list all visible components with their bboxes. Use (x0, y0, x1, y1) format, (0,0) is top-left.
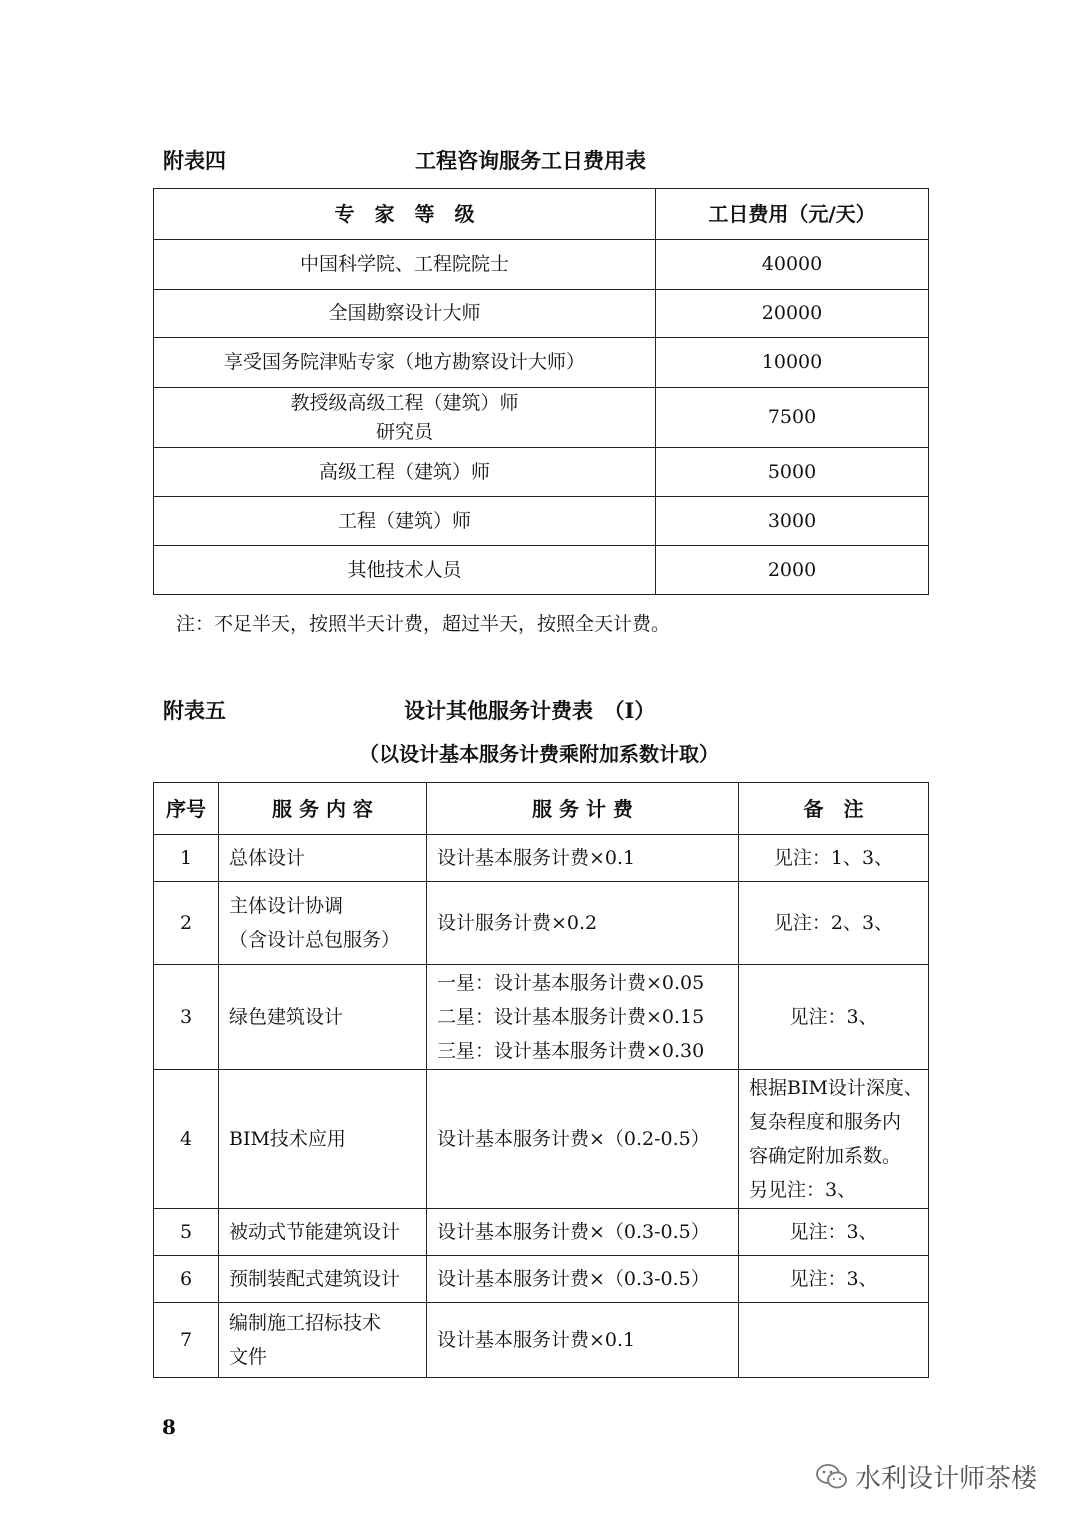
content-cell: 总体设计 (219, 835, 427, 882)
table-header-row (154, 783, 929, 835)
table-row (154, 882, 929, 965)
no-cell: 4 (154, 1070, 219, 1209)
no-cell: 5 (154, 1209, 219, 1256)
content-cell: 预制装配式建筑设计 (219, 1256, 427, 1303)
fee-cell: 5000 (656, 448, 929, 497)
table5-subtitle: （以设计基本服务计费乘附加系数计取） (359, 742, 719, 766)
watermark-text: 水利设计师茶楼 (855, 1464, 1038, 1494)
table-row (154, 1070, 929, 1209)
table-row (154, 1303, 929, 1378)
remark-line: 根据BIM设计深度、 (749, 1077, 923, 1099)
fee-cell: 10000 (656, 338, 929, 388)
fee-line: 三星：设计基本服务计费×0.30 (437, 1040, 705, 1062)
grade-cell: 工程（建筑）师 (154, 497, 656, 546)
fee-line: 一星：设计基本服务计费×0.05 (437, 972, 705, 994)
no-cell: 7 (154, 1303, 219, 1378)
remark-cell: 见注：1、3、 (739, 835, 929, 882)
header-grade: 专 家 等 级 (154, 189, 656, 240)
fee-cell: 20000 (656, 290, 929, 338)
header-content: 服 务 内 容 (219, 783, 427, 835)
header-remark: 备 注 (739, 783, 929, 835)
table-row (154, 1256, 929, 1303)
table4 (153, 188, 929, 595)
remark-cell: 见注：3、 (739, 965, 929, 1070)
grade-line: 研究员 (375, 420, 433, 443)
table-row (154, 965, 929, 1070)
fee-cell: 设计基本服务计费×（0.2-0.5） (427, 1070, 739, 1209)
remark-line: 容确定附加系数。 (749, 1145, 902, 1167)
page-number: 8 (162, 1415, 176, 1439)
no-cell: 3 (154, 965, 219, 1070)
header-fee: 工日费用（元/天） (656, 189, 929, 240)
remark-cell: 见注：3、 (739, 1209, 929, 1256)
remark-cell: 见注：2、3、 (739, 882, 929, 965)
grade-cell: 高级工程（建筑）师 (154, 448, 656, 497)
content-cell: 被动式节能建筑设计 (219, 1209, 427, 1256)
content-cell: 绿色建筑设计 (219, 965, 427, 1070)
table-row (154, 546, 929, 595)
fee-cell: 40000 (656, 240, 929, 290)
table4-label: 附表四 (163, 148, 226, 173)
table-row (154, 388, 929, 448)
header-no: 序号 (154, 783, 219, 835)
grade-cell (154, 388, 656, 448)
content-cell: BIM技术应用 (219, 1070, 427, 1209)
fee-cell: 设计基本服务计费×（0.3-0.5） (427, 1209, 739, 1256)
table5-label: 附表五 (163, 698, 226, 723)
fee-cell: 设计基本服务计费×0.1 (427, 1303, 739, 1378)
grade-cell: 中国科学院、工程院院士 (154, 240, 656, 290)
table5 (153, 782, 929, 1378)
remark-cell (739, 1070, 929, 1209)
table-header-row (154, 189, 929, 240)
remark-line: 复杂程度和服务内 (749, 1111, 902, 1133)
fee-cell: 设计基本服务计费×（0.3-0.5） (427, 1256, 739, 1303)
table-row (154, 1209, 929, 1256)
content-line: （含设计总包服务） (229, 929, 401, 951)
grade-cell: 享受国务院津贴专家（地方勘察设计大师） (154, 338, 656, 388)
table4-note: 注：不足半天，按照半天计费，超过半天，按照全天计费。 (176, 613, 671, 635)
watermark (815, 1458, 1037, 1495)
fee-cell: 设计服务计费×0.2 (427, 882, 739, 965)
grade-cell: 其他技术人员 (154, 546, 656, 595)
grade-cell: 全国勘察设计大师 (154, 290, 656, 338)
table-row (154, 240, 929, 290)
content-line: 编制施工招标技术 (229, 1312, 382, 1334)
header-fee: 服 务 计 费 (427, 783, 739, 835)
content-line: 主体设计协调 (229, 895, 344, 917)
remark-cell (739, 1303, 929, 1378)
remark-cell: 见注：3、 (739, 1256, 929, 1303)
fee-cell: 设计基本服务计费×0.1 (427, 835, 739, 882)
table-row (154, 448, 929, 497)
table5-title: 设计其他服务计费表 （Ⅰ） (404, 698, 656, 723)
remark-line: 另见注：3、 (749, 1179, 857, 1201)
fee-line: 二星：设计基本服务计费×0.15 (437, 1006, 705, 1028)
table-row (154, 338, 929, 388)
table-row (154, 497, 929, 546)
grade-line: 教授级高级工程（建筑）师 (290, 391, 519, 414)
fee-cell: 2000 (656, 546, 929, 595)
no-cell: 1 (154, 835, 219, 882)
table4-title: 工程咨询服务工日费用表 (415, 148, 646, 173)
no-cell: 2 (154, 882, 219, 965)
table-row (154, 290, 929, 338)
content-line: 文件 (229, 1346, 268, 1368)
content-cell (219, 1303, 427, 1378)
wechat-icon (815, 1462, 849, 1492)
fee-cell: 7500 (656, 388, 929, 448)
no-cell: 6 (154, 1256, 219, 1303)
fee-cell: 3000 (656, 497, 929, 546)
content-cell (219, 882, 427, 965)
fee-cell (427, 965, 739, 1070)
table-row (154, 835, 929, 882)
